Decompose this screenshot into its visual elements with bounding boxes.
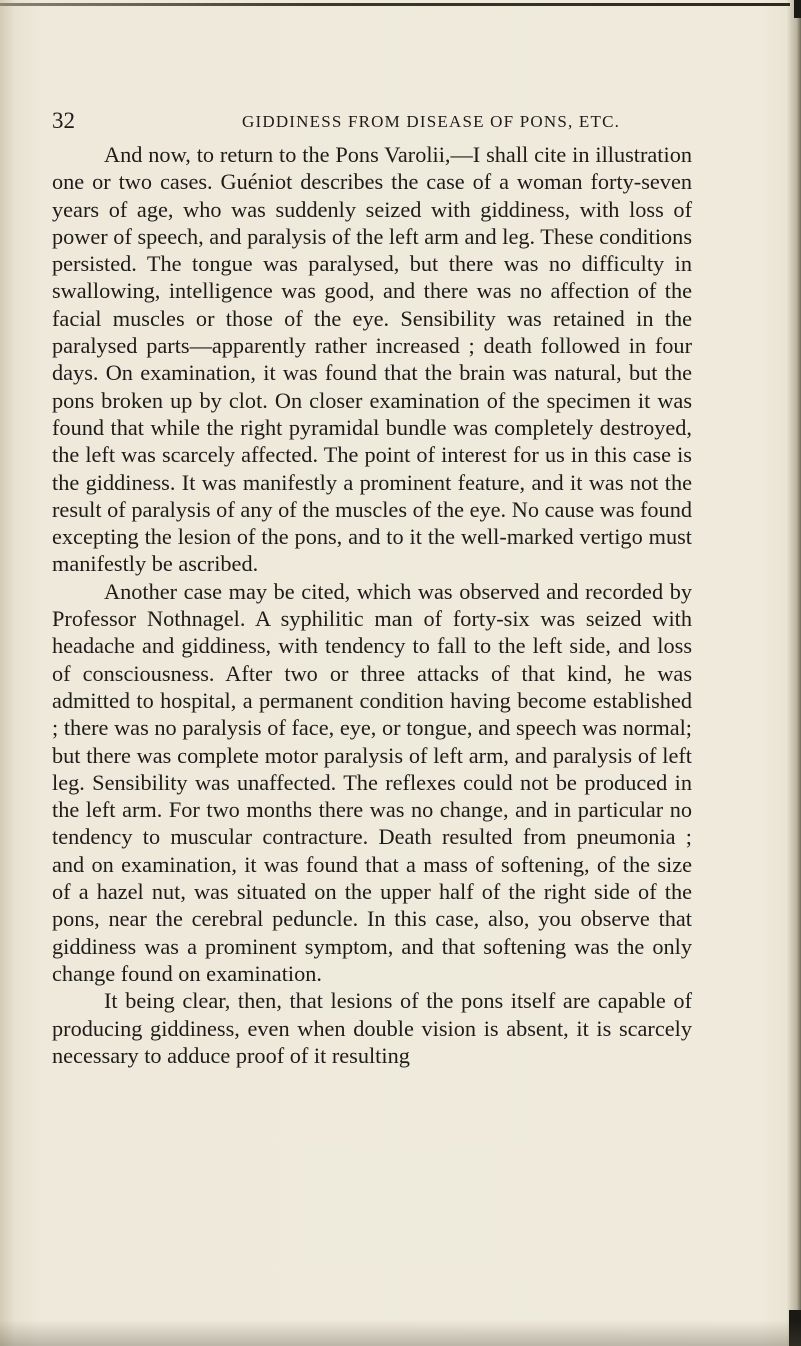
- page-gutter-shadow: [0, 0, 14, 1346]
- corner-scan-mark: [794, 0, 801, 18]
- paragraph: It being clear, then, that lesions of the pons itself are capable of producing giddiness, even when double vision is absent, it is scarcely necessary to adduce proof of it resulting: [52, 988, 692, 1068]
- bottom-edge-shadow: [0, 1320, 801, 1346]
- page-header: [52, 106, 692, 136]
- running-head: GIDDINESS FROM DISEASE OF PONS, ETC.: [242, 112, 621, 131]
- top-border-rule: [0, 3, 790, 6]
- paragraph: Another case may be cited, which was observed and recorded by Professor Nothnagel. A syphilitic man of forty-six was seized with headache and giddiness, with tendency to fall to the left side, and loss of consciousness. After two or three attacks of that kind, he was admitted to hospital, a permanent condition having become established ; there was no paralysis of face, eye, or tongue, and speech was normal; but there was complete motor paralysis of left arm, and paralysis of left leg. Sensibility was unaffected. The reflexes could not be produced in the left arm. For two months there was no change, and in particular no tendency to muscular contracture. Death resulted from pneumonia ; and on examination, it was found that a mass of softening, of the size of a hazel nut, was situated on the upper half of the right side of the pons, near the cerebral peduncle. In this case, also, you observe that giddiness was a prominent symptom, and that softening was the only change found on examination.: [52, 578, 692, 986]
- page-number: 32: [52, 108, 75, 133]
- body-text: [52, 141, 692, 1069]
- paragraph: And now, to return to the Pons Varolii,—I shall cite in illustration one or two cases. Guéniot describes the case of a woman forty-seven years of age, who was suddenly seized with giddiness, with loss of power of speech, and paralysis of the left arm and leg. These conditions persisted. The tongue was paralysed, but there was no difficulty in swallowing, intelligence was good, and there was no affection of the facial muscles or those of the eye. Sensibility was retained in the paralysed parts—apparently rather increased ; death followed in four days. On examination, it was found that the brain was natural, but the pons broken up by clot. On closer examination of the specimen it was found that while the right pyramidal bundle was completely destroyed, the left was scarcely affected. The point of interest for us in this case is the giddiness. It was manifestly a prominent feature, and it was not the result of paralysis of any of the muscles of the eye. No cause was found excepting the lesion of the pons, and to it the well-marked vertigo must manifestly be ascribed.: [52, 142, 692, 577]
- page-edge-shadow: [787, 0, 801, 1346]
